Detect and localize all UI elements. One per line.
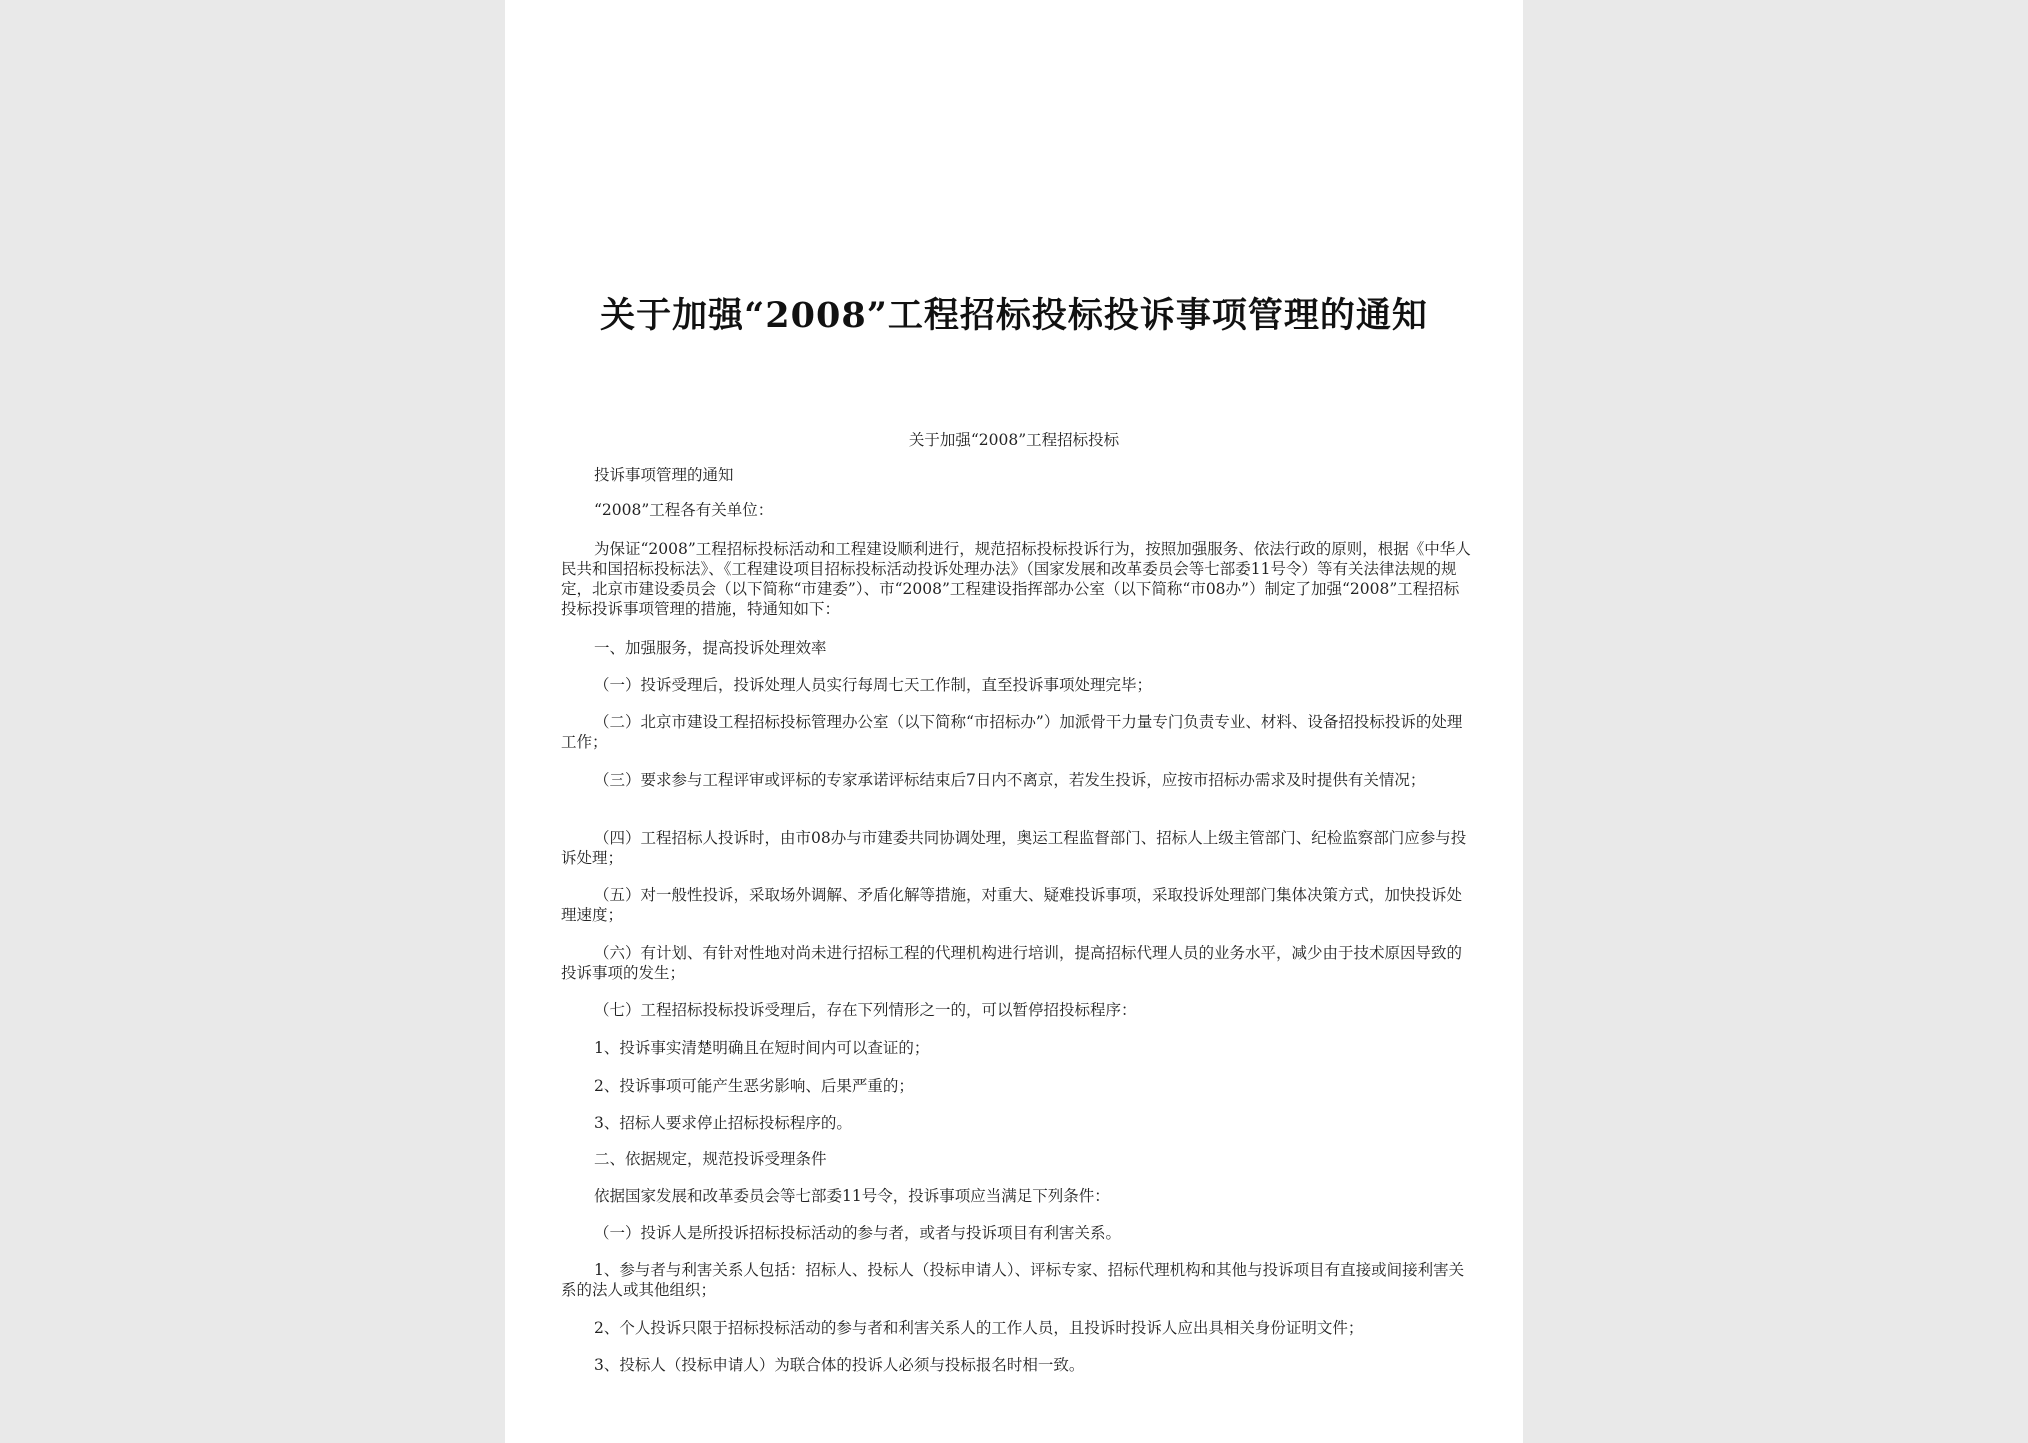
paragraph-5: （二）北京市建设工程招标投标管理办公室（以下简称“市招标办”）加派骨干力量专门负责专业、材料、设备招投标投诉的处理工作； — [561, 713, 1463, 751]
paragraph-13: 3、招标人要求停止招标投标程序的。 — [594, 1114, 852, 1132]
document-subtitle: 关于加强“2008”工程招标投标 — [908, 431, 1120, 449]
paragraph-15: 依据国家发展和改革委员会等七部委11号令，投诉事项应当满足下列条件： — [594, 1187, 1110, 1205]
paragraph-9: （六）有计划、有针对性地对尚未进行招标工程的代理机构进行培训，提高招标代理人员的业务水平，减少由于技术原因导致的投诉事项的发生； — [561, 944, 1463, 982]
paragraph-19: 3、投标人（投标申请人）为联合体的投诉人必须与投标报名时相一致。 — [594, 1356, 1085, 1374]
paragraph-17: 1、参与者与利害关系人包括：招标人、投标人（投标申请人）、评标专家、招标代理机构和其他与投诉项目有直接或间接利害关系的法人或其他组织； — [561, 1261, 1465, 1299]
paragraph-6: （三）要求参与工程评审或评标的专家承诺评标结束后7日内不离京，若发生投诉，应按市招标办需求及时提供有关情况； — [594, 771, 1426, 789]
paragraph-0: 投诉事项管理的通知 — [594, 466, 734, 484]
paragraph-18: 2、个人投诉只限于招标投标活动的参与者和利害关系人的工作人员，且投诉时投诉人应出具相关身份证明文件； — [594, 1319, 1364, 1337]
paragraph-14: 二、依据规定，规范投诉受理条件 — [594, 1150, 827, 1168]
paragraph-11: 1、投诉事实清楚明确且在短时间内可以查证的； — [594, 1039, 930, 1057]
paragraph-3: 一、加强服务，提高投诉处理效率 — [594, 639, 827, 657]
paragraph-2: 为保证“2008”工程招标投标活动和工程建设顺利进行，规范招标投标投诉行为，按照加强服务、依法行政的原则，根据《中华人民共和国招标投标法》、《工程建设项目招标投标活动投诉处理办法》（国家发展和改革委员会等七部委11号令）等有关法律法规的规定，北京市建设委员会（以下简称“市建委”）、市“2008”工程建设指挥部办公室（以下简称“市08办”）制定了加强“2008”工程招标投标投诉事项管理的措施，特通知如下： — [561, 540, 1471, 618]
paragraph-10: （七）工程招标投标投诉受理后，存在下列情形之一的，可以暂停招投标程序： — [594, 1001, 1137, 1019]
paragraph-1: “2008”工程各有关单位： — [594, 501, 774, 519]
paragraph-8: （五）对一般性投诉，采取场外调解、矛盾化解等措施，对重大、疑难投诉事项，采取投诉处理部门集体决策方式，加快投诉处理速度； — [561, 886, 1463, 924]
document-title: 关于加强“2008”工程招标投标投诉事项管理的通知 — [600, 295, 1428, 336]
paragraph-16: （一）投诉人是所投诉招标投标活动的参与者，或者与投诉项目有利害关系。 — [594, 1224, 1122, 1242]
paragraph-7: （四）工程招标人投诉时，由市08办与市建委共同协调处理，奥运工程监督部门、招标人上级主管部门、纪检监察部门应参与投诉处理； — [561, 829, 1467, 867]
paragraph-4: （一）投诉受理后，投诉处理人员实行每周七天工作制，直至投诉事项处理完毕； — [594, 676, 1153, 694]
paragraph-12: 2、投诉事项可能产生恶劣影响、后果严重的； — [594, 1077, 914, 1095]
document-page — [505, 0, 1523, 1443]
